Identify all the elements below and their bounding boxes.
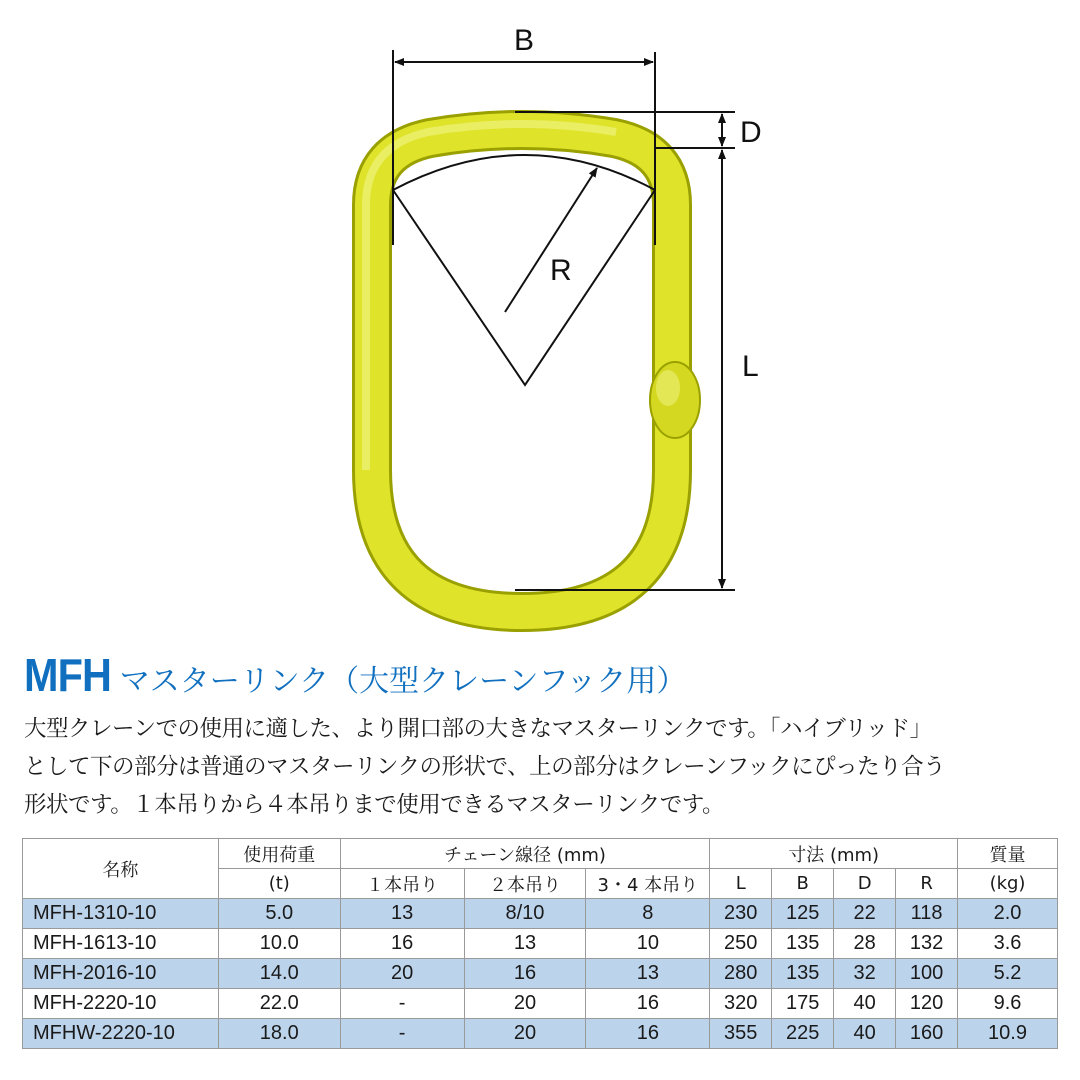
table-row — [23, 1019, 1058, 1049]
cell-dim-b: 225 — [772, 1019, 834, 1049]
cell-dim-r: 118 — [896, 899, 958, 929]
cell-name: MFH-2016-10 — [23, 959, 219, 989]
cell-name: MFH-2220-10 — [23, 989, 219, 1019]
cell-dim-l: 280 — [710, 959, 772, 989]
cell-chain-2: 20 — [464, 1019, 586, 1049]
header-dim-b: B — [772, 869, 834, 899]
product-description — [24, 710, 1064, 824]
cell-mass: 5.2 — [958, 959, 1058, 989]
cell-dim-b: 135 — [772, 929, 834, 959]
header-chain-34: 3・4 本吊り — [586, 869, 710, 899]
table-row — [23, 899, 1058, 929]
header-name: 名称 — [23, 839, 219, 899]
description-line: 大型クレーンでの使用に適した、より開口部の大きなマスターリンクです。「ハイブリッド」 — [24, 716, 932, 742]
cell-load: 10.0 — [218, 929, 340, 959]
header-load: 使用荷重 — [218, 839, 340, 869]
cell-dim-b: 125 — [772, 899, 834, 929]
cell-chain-1: - — [340, 989, 464, 1019]
cell-dim-l: 320 — [710, 989, 772, 1019]
cell-dim-r: 120 — [896, 989, 958, 1019]
description-line: 形状です。１本吊りから４本吊りまで使用できるマスターリンクです。 — [24, 792, 724, 818]
cell-dim-l: 355 — [710, 1019, 772, 1049]
table-row — [23, 989, 1058, 1019]
dimension-label-d: D — [740, 116, 762, 149]
cell-mass: 3.6 — [958, 929, 1058, 959]
cell-mass: 2.0 — [958, 899, 1058, 929]
spec-table — [22, 838, 1058, 1049]
cell-chain-34: 8 — [586, 899, 710, 929]
cell-dim-r: 100 — [896, 959, 958, 989]
cell-name: MFHW-2220-10 — [23, 1019, 219, 1049]
header-dims: 寸法 (mm) — [710, 839, 958, 869]
cell-dim-d: 40 — [834, 989, 896, 1019]
cell-mass: 10.9 — [958, 1019, 1058, 1049]
product-title — [24, 648, 686, 702]
cell-dim-b: 175 — [772, 989, 834, 1019]
cell-chain-1: 20 — [340, 959, 464, 989]
cell-chain-1: - — [340, 1019, 464, 1049]
header-chain-2: ２本吊り — [464, 869, 586, 899]
header-dim-l: L — [710, 869, 772, 899]
dimension-label-b: B — [514, 24, 535, 57]
cell-dim-r: 160 — [896, 1019, 958, 1049]
header-dim-d: D — [834, 869, 896, 899]
cell-chain-2: 8/10 — [464, 899, 586, 929]
dimension-label-l: L — [742, 350, 759, 383]
table-row — [23, 959, 1058, 989]
cell-chain-34: 13 — [586, 959, 710, 989]
cell-mass: 9.6 — [958, 989, 1058, 1019]
cell-dim-r: 132 — [896, 929, 958, 959]
cell-chain-34: 16 — [586, 1019, 710, 1049]
cell-chain-1: 16 — [340, 929, 464, 959]
cell-chain-34: 16 — [586, 989, 710, 1019]
description-line: として下の部分は普通のマスターリンクの形状で、上の部分はクレーンフックにぴったり合う — [24, 754, 946, 780]
cell-chain-2: 13 — [464, 929, 586, 959]
cell-chain-2: 16 — [464, 959, 586, 989]
cell-name: MFH-1613-10 — [23, 929, 219, 959]
header-mass-unit: (kg) — [958, 869, 1058, 899]
cell-dim-d: 40 — [834, 1019, 896, 1049]
cell-dim-d: 22 — [834, 899, 896, 929]
cell-name: MFH-1310-10 — [23, 899, 219, 929]
cell-chain-34: 10 — [586, 929, 710, 959]
header-chain-1: １本吊り — [340, 869, 464, 899]
table-row — [23, 929, 1058, 959]
product-subtitle: マスターリンク（大型クレーンフック用） — [119, 664, 687, 699]
cell-chain-1: 13 — [340, 899, 464, 929]
cell-dim-b: 135 — [772, 959, 834, 989]
dimension-label-r: R — [550, 254, 572, 287]
product-model: MFH — [24, 649, 111, 701]
header-mass: 質量 — [958, 839, 1058, 869]
cell-dim-l: 250 — [710, 929, 772, 959]
cell-load: 5.0 — [218, 899, 340, 929]
cell-load: 14.0 — [218, 959, 340, 989]
header-load-unit: (t) — [218, 869, 340, 899]
cell-dim-d: 32 — [834, 959, 896, 989]
cell-load: 22.0 — [218, 989, 340, 1019]
header-chain: チェーン線径 (mm) — [340, 839, 710, 869]
cell-chain-2: 20 — [464, 989, 586, 1019]
header-dim-r: R — [896, 869, 958, 899]
cell-dim-l: 230 — [710, 899, 772, 929]
cell-load: 18.0 — [218, 1019, 340, 1049]
cell-dim-d: 28 — [834, 929, 896, 959]
